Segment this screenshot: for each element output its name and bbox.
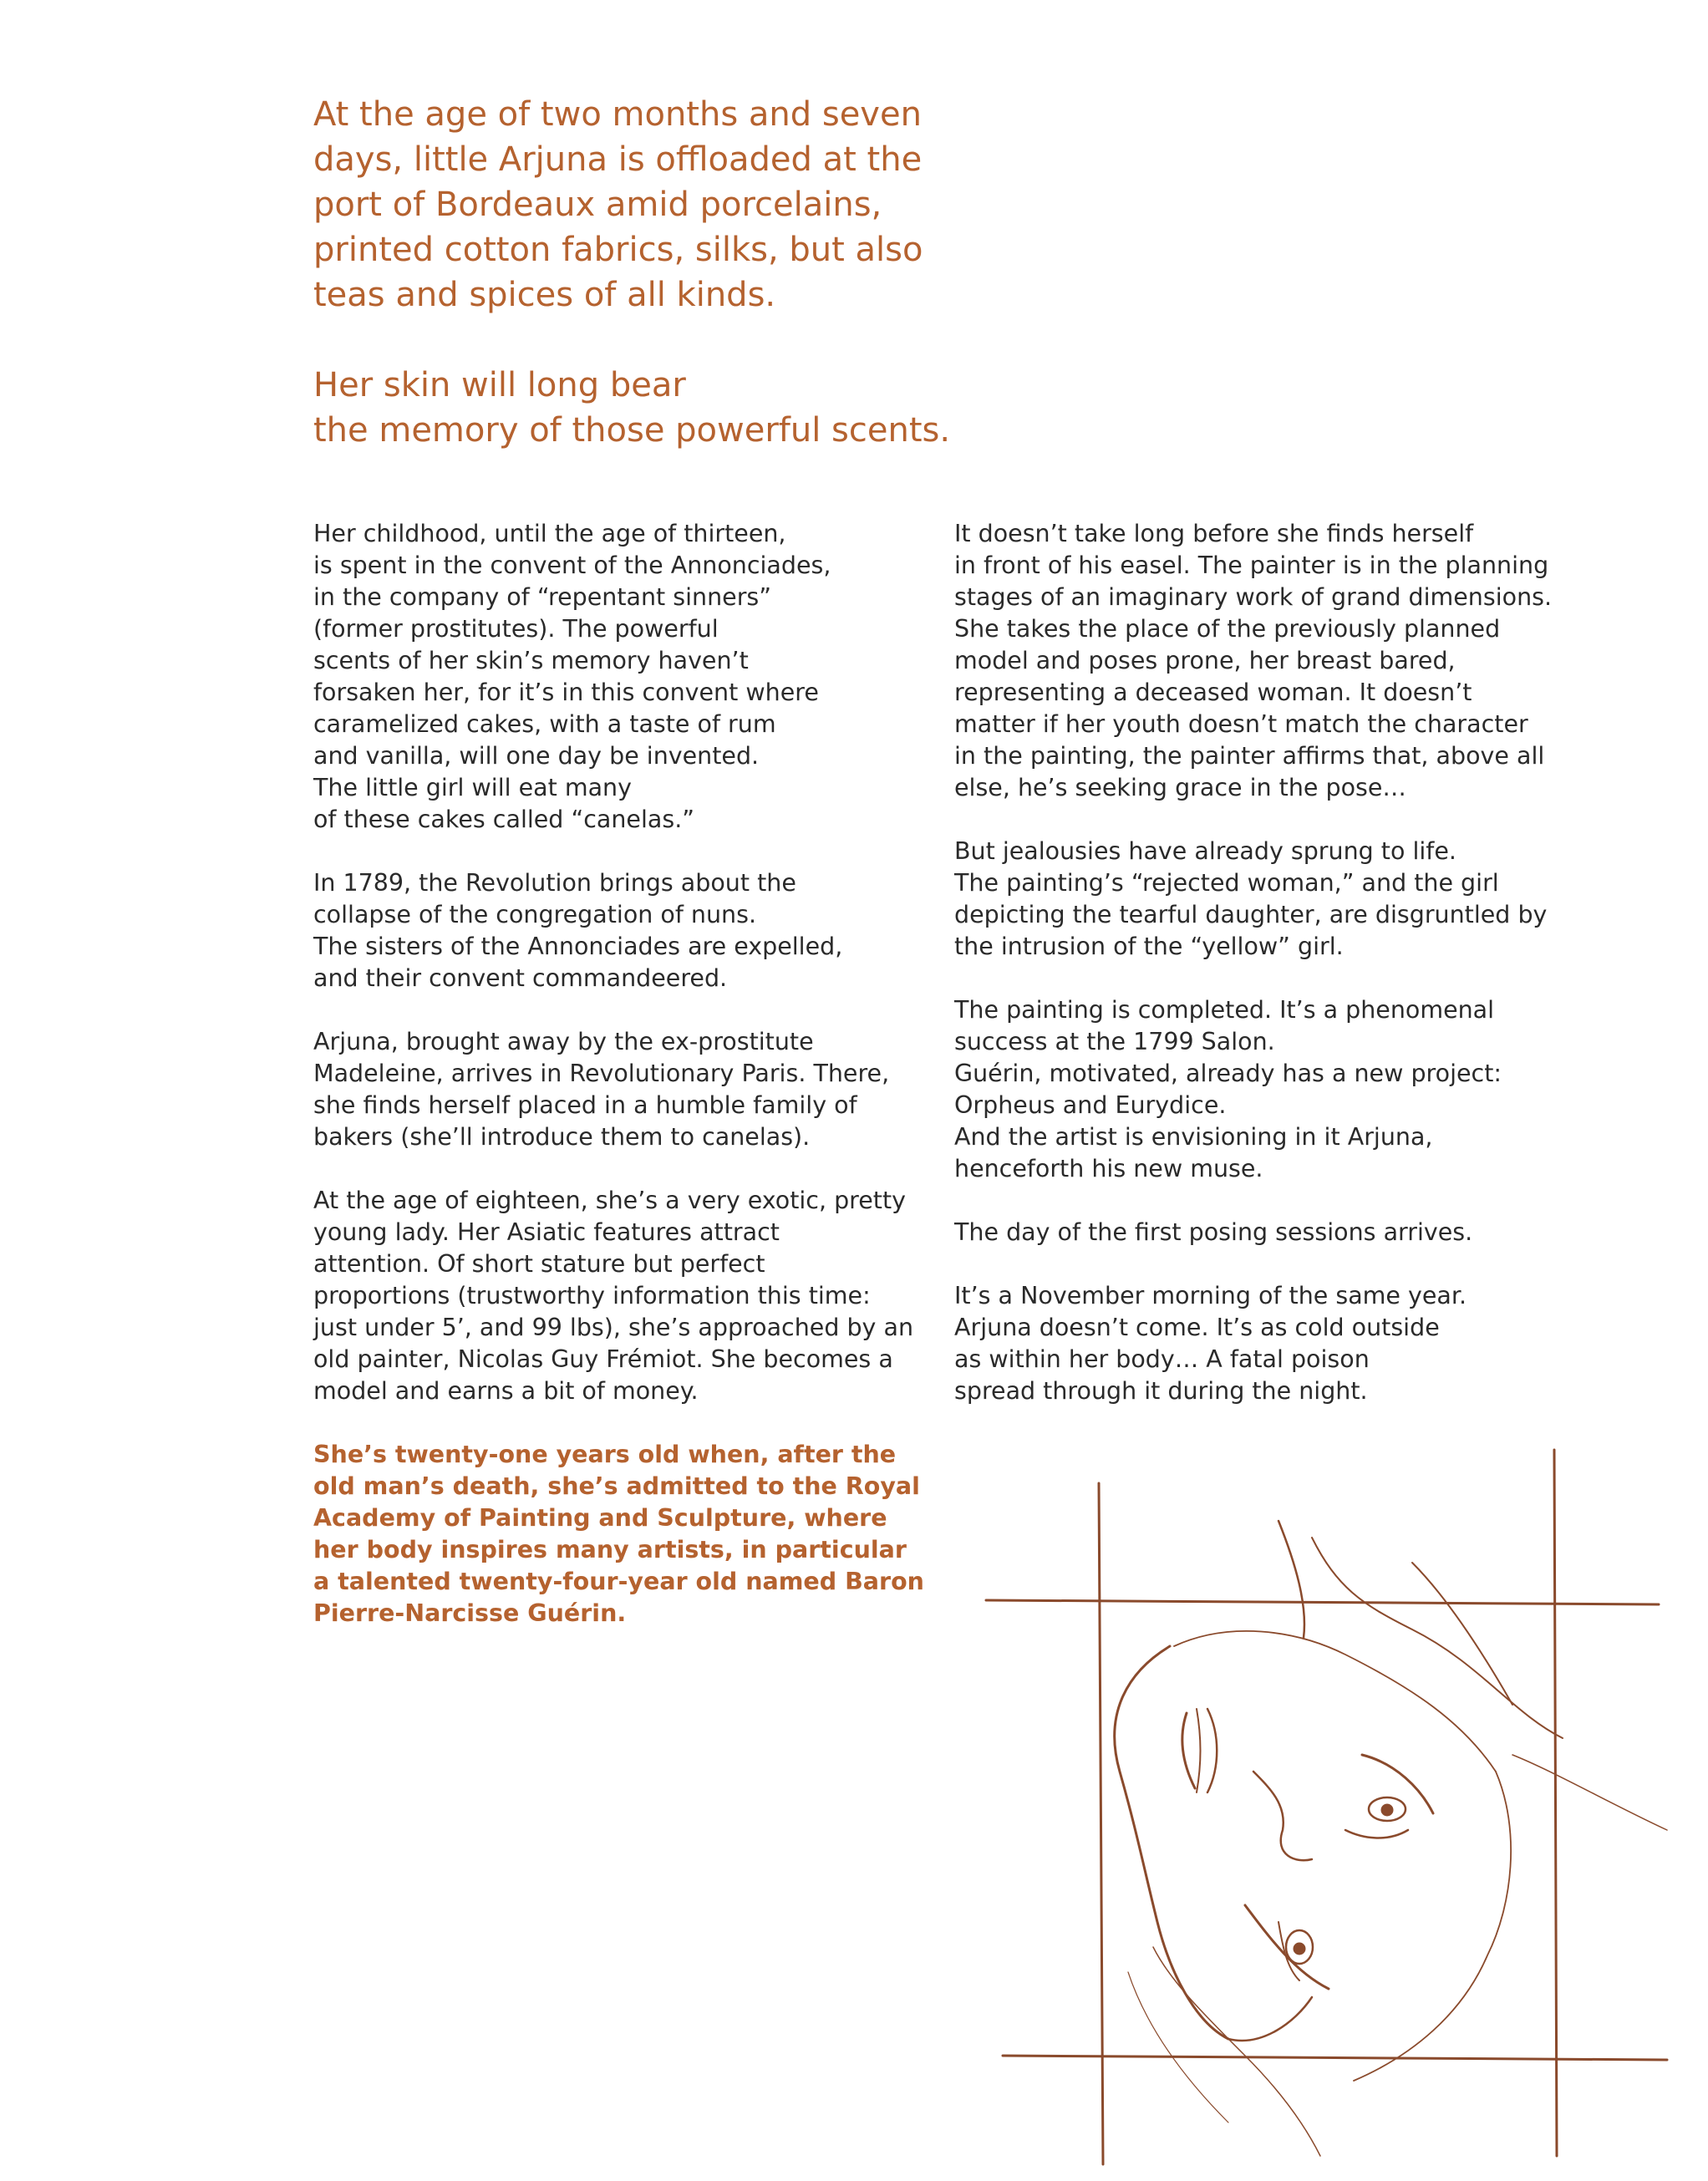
text-line: bakers (she’ll introduce them to canelas). (313, 1123, 811, 1151)
text-line: forsaken her, for it’s in this convent where (313, 679, 819, 706)
text-line: The sisters of the Annonciades are expelled, (313, 933, 843, 960)
hair-strand (1312, 1538, 1563, 1738)
text-line: (former prostitutes). The powerful (313, 615, 719, 643)
text-line: days, little Arjuna is offloaded at the (313, 140, 923, 179)
text-line: the memory of those powerful scents. (313, 411, 951, 450)
cheek-contour (1228, 1997, 1312, 2041)
right-paragraph-1 (954, 518, 1581, 804)
text-line: young lady. Her Asiatic features attract (313, 1218, 780, 1246)
text-line: in the painting, the painter affirms that, above all (954, 742, 1545, 770)
text-line: Guérin, motivated, already has a new project: (954, 1060, 1502, 1087)
text-line: In 1789, the Revolution brings about the (313, 869, 796, 897)
portrait-sketch-illustration (978, 1437, 1671, 2173)
text-line: Arjuna, brought away by the ex-prostitute (313, 1028, 814, 1055)
text-line: as within her body… A fatal poison (954, 1345, 1370, 1373)
text-line: stages of an imaginary work of grand dimensions. (954, 583, 1553, 611)
frame-line-right-vertical (1554, 1450, 1557, 2156)
text-line: The little girl will eat many (313, 774, 632, 801)
left-column (313, 518, 924, 1629)
frame-line-top-horizontal (986, 1600, 1659, 1604)
intro-paragraph-1 (313, 92, 948, 318)
text-line: spread through it during the night. (954, 1377, 1368, 1405)
text-line: port of Bordeaux amid porcelains, (313, 186, 882, 224)
face-outline (1115, 1646, 1228, 2039)
right-paragraph-4 (954, 1217, 1581, 1248)
text-line: At the age of eighteen, she’s a very exotic, pretty (313, 1187, 907, 1214)
intro-block (313, 92, 951, 453)
text-line: in front of his easel. The painter is in the planning (954, 552, 1549, 579)
text-line: model and earns a bit of money. (313, 1377, 699, 1405)
left-paragraph-5-emphasis (313, 1439, 924, 1629)
mouth-lower-lip (1207, 1709, 1217, 1792)
text-line: success at the 1799 Salon. (954, 1028, 1275, 1055)
text-line: The painting’s “rejected woman,” and the girl (954, 869, 1499, 897)
text-line: depicting the tearful daughter, are disgruntled by (954, 901, 1548, 928)
text-line: in the company of “repentant sinners” (313, 583, 772, 611)
hair-strand (1512, 1755, 1667, 1830)
text-line: collapse of the congregation of nuns. (313, 901, 757, 928)
text-line: scents of her skin’s memory haven’t (313, 647, 749, 674)
hair-strand (1174, 1631, 1496, 1772)
hair-strand (1412, 1563, 1512, 1705)
intro-paragraph-2 (313, 363, 951, 453)
nose (1253, 1772, 1312, 1860)
mouth-line (1197, 1709, 1201, 1792)
text-line: She takes the place of the previously planned (954, 615, 1501, 643)
text-line: and their convent commandeered. (313, 964, 728, 992)
text-line: a talented twenty-four-year old named Baron (313, 1568, 924, 1595)
text-line: Madeleine, arrives in Revolutionary Paris. There, (313, 1060, 890, 1087)
text-line: At the age of two months and seven (313, 95, 922, 134)
left-paragraph-1 (313, 518, 915, 836)
text-line: The day of the first posing sessions arrives. (954, 1218, 1473, 1246)
text-line: The painting is completed. It’s a phenomenal (954, 996, 1495, 1024)
text-line: proportions (trustworthy information this time: (313, 1282, 871, 1309)
eye-left-pupil (1294, 1943, 1305, 1955)
text-line: attention. Of short stature but perfect (313, 1250, 765, 1278)
text-line: caramelized cakes, with a taste of rum (313, 710, 776, 738)
right-column (954, 518, 1581, 1407)
eye-right-pupil (1381, 1804, 1393, 1816)
text-line: She’s twenty-one years old when, after the (313, 1441, 897, 1468)
text-line: representing a deceased woman. It doesn’t (954, 679, 1472, 706)
text-line: Arjuna doesn’t come. It’s as cold outside (954, 1314, 1440, 1341)
right-paragraph-2 (954, 836, 1581, 963)
left-paragraph-2 (313, 867, 915, 994)
text-line: But jealousies have already sprung to life. (954, 837, 1456, 865)
text-line: It’s a November morning of the same year. (954, 1282, 1467, 1309)
frame-line-left-vertical (1099, 1483, 1103, 2164)
text-line: the intrusion of the “yellow” girl. (954, 933, 1344, 960)
text-line: is spent in the convent of the Annonciades, (313, 552, 831, 579)
eyebrow (1362, 1755, 1433, 1813)
text-line: Her skin will long bear (313, 366, 686, 404)
text-line: henceforth his new muse. (954, 1155, 1263, 1182)
text-line: old man’s death, she’s admitted to the Royal (313, 1472, 920, 1500)
text-line: old painter, Nicolas Guy Frémiot. She becomes a (313, 1345, 893, 1373)
hair-strand (1278, 1521, 1304, 1638)
hair-strand (1128, 1972, 1228, 2123)
text-line: printed cotton fabrics, silks, but also (313, 231, 923, 269)
mouth-upper-lip (1182, 1713, 1195, 1788)
text-line: Her childhood, until the age of thirteen, (313, 520, 786, 547)
text-line: else, he’s seeking grace in the pose… (954, 774, 1406, 801)
text-line: Pierre-Narcisse Guérin. (313, 1599, 627, 1627)
text-line: just under 5’, and 99 lbs), she’s approached by an (313, 1314, 914, 1341)
text-line: It doesn’t take long before she finds herself (954, 520, 1474, 547)
left-paragraph-4 (313, 1185, 915, 1407)
frame-lines (986, 1450, 1667, 2164)
right-paragraph-3 (954, 994, 1581, 1185)
text-line: she finds herself placed in a humble family of (313, 1091, 857, 1119)
text-line: model and poses prone, her breast bared, (954, 647, 1456, 674)
eyelid-line (1345, 1830, 1408, 1838)
text-line: And the artist is envisioning in it Arjuna, (954, 1123, 1433, 1151)
text-line: matter if her youth doesn’t match the character (954, 710, 1528, 738)
text-line: teas and spices of all kinds. (313, 276, 776, 314)
text-line: Academy of Painting and Sculpture, where (313, 1504, 887, 1532)
text-line: Orpheus and Eurydice. (954, 1091, 1227, 1119)
left-paragraph-3 (313, 1026, 915, 1153)
text-line: her body inspires many artists, in particular (313, 1536, 907, 1563)
text-line: and vanilla, will one day be invented. (313, 742, 760, 770)
right-paragraph-5 (954, 1280, 1581, 1407)
face-sketch (1115, 1521, 1667, 2156)
text-line: of these cakes called “canelas.” (313, 806, 695, 833)
